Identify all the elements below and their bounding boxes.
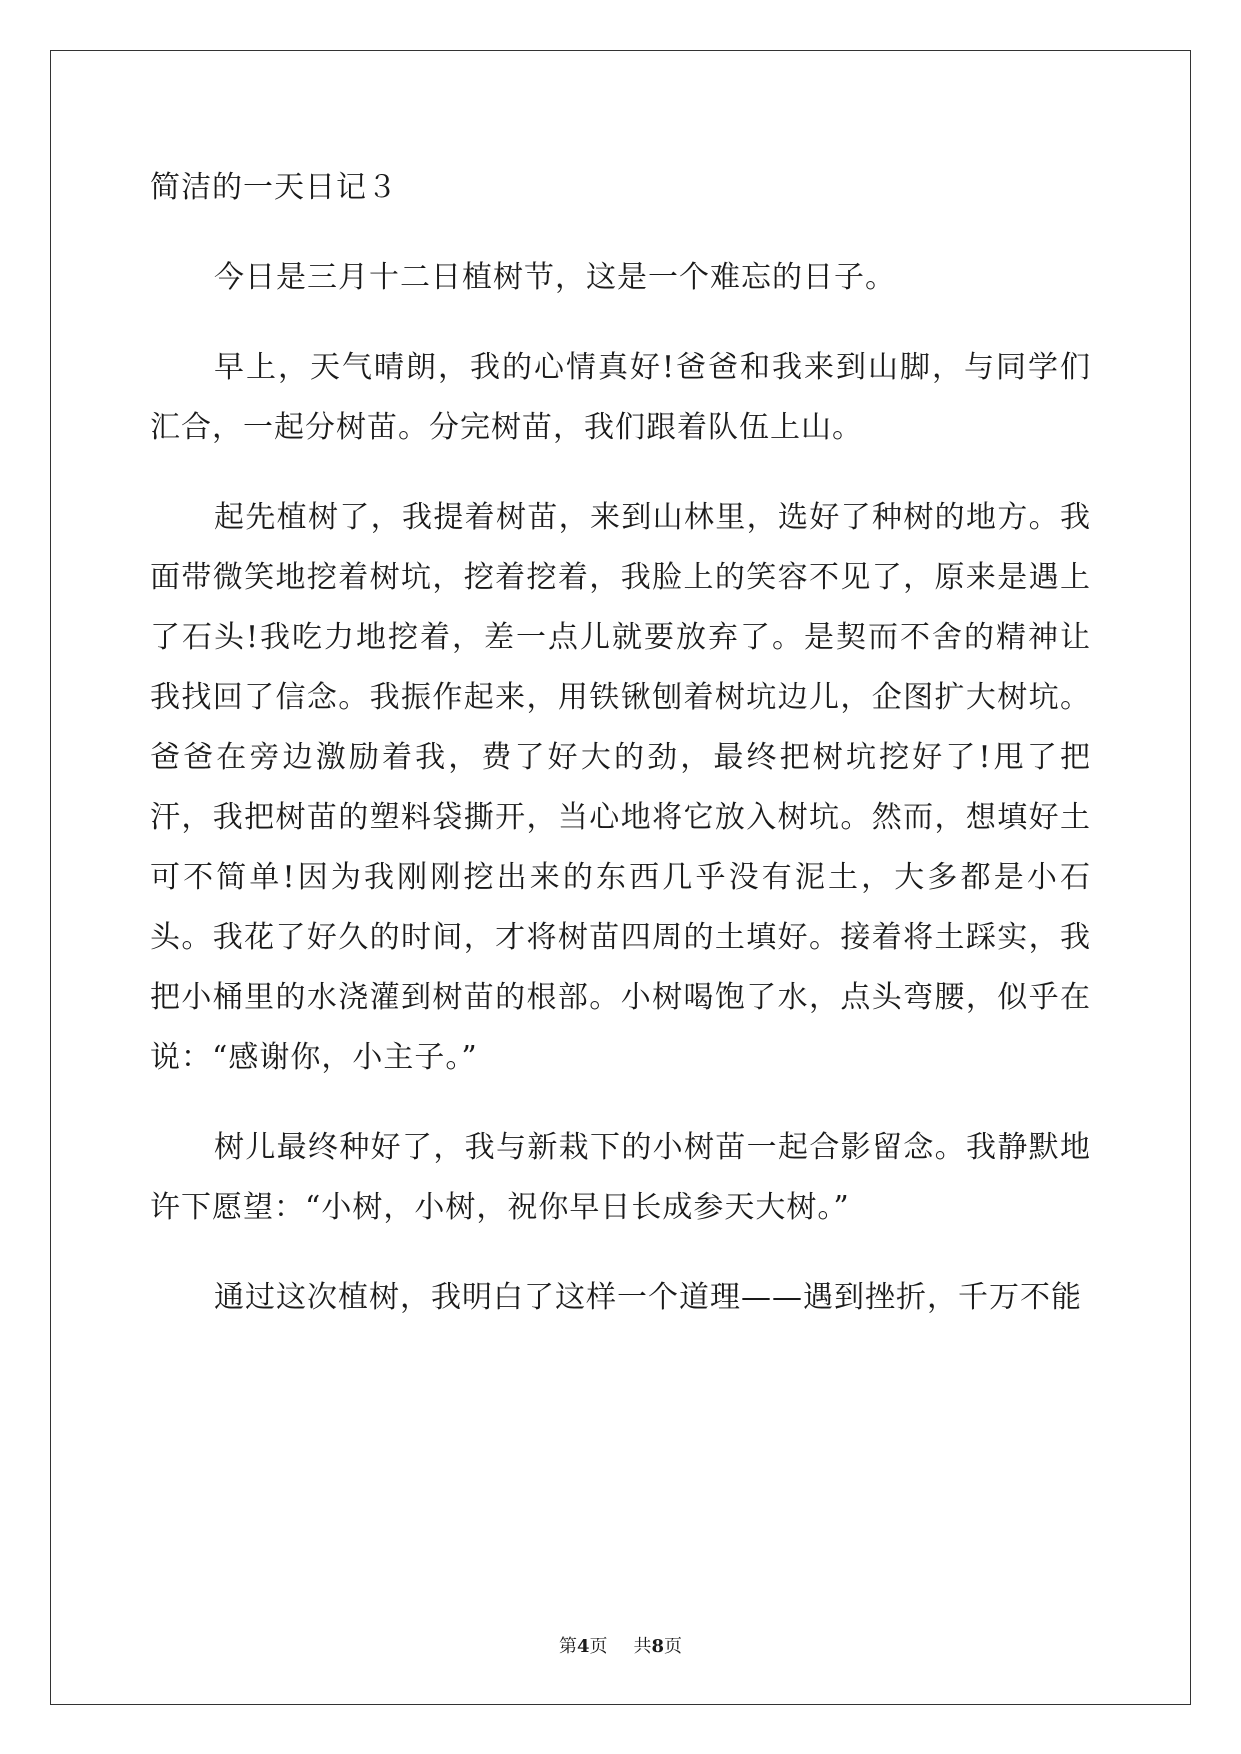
footer-total-prefix: 共	[633, 1636, 652, 1657]
page-footer	[0, 1635, 1241, 1659]
document-body	[150, 158, 1091, 1358]
paragraph-1: 今日是三月十二日植树节，这是一个难忘的日子。	[214, 260, 896, 295]
paragraph-5: 通过这次植树，我明白了这样一个道理——遇到挫折，千万不能	[214, 1280, 1082, 1315]
footer-page-suffix: 页	[589, 1636, 608, 1657]
footer-page-prefix: 第	[558, 1636, 577, 1657]
paragraph-4: 树儿最终种好了，我与新栽下的小树苗一起合影留念。我静默地许下愿望：“小树，小树，祝你早日长成参天大树。”	[150, 1130, 1091, 1225]
footer-page-total: 8	[651, 1636, 665, 1657]
paragraph-3: 起先植树了，我提着树苗，来到山林里，选好了种树的地方。我面带微笑地挖着树坑，挖着挖着，我脸上的笑容不见了，原来是遇上了石头!我吃力地挖着，差一点儿就要放弃了。是契而不舍的精神让我找回了信念。我振作起来，用铁锹刨着树坑边儿，企图扩大树坑。爸爸在旁边激励着我，费了好大的劲，最终把树坑挖好了!甩了把汗，我把树苗的塑料袋撕开，当心地将它放入树坑。然而，想填好土可不简单!因为我刚刚挖出来的东西几乎没有泥土，大多都是小石头。我花了好久的时间，才将树苗四周的土填好。接着将土踩实，我把小桶里的水浇灌到树苗的根部。小树喝饱了水，点头弯腰，似乎在说：“感谢你，小主子。”	[150, 500, 1091, 1075]
footer-page-current: 4	[576, 1636, 590, 1657]
document-title: 简洁的一天日记３	[150, 170, 398, 205]
footer-total-suffix: 页	[664, 1636, 683, 1657]
paragraph-2: 早上，天气晴朗，我的心情真好!爸爸和我来到山脚，与同学们汇合，一起分树苗。分完树苗，我们跟着队伍上山。	[150, 350, 1091, 445]
